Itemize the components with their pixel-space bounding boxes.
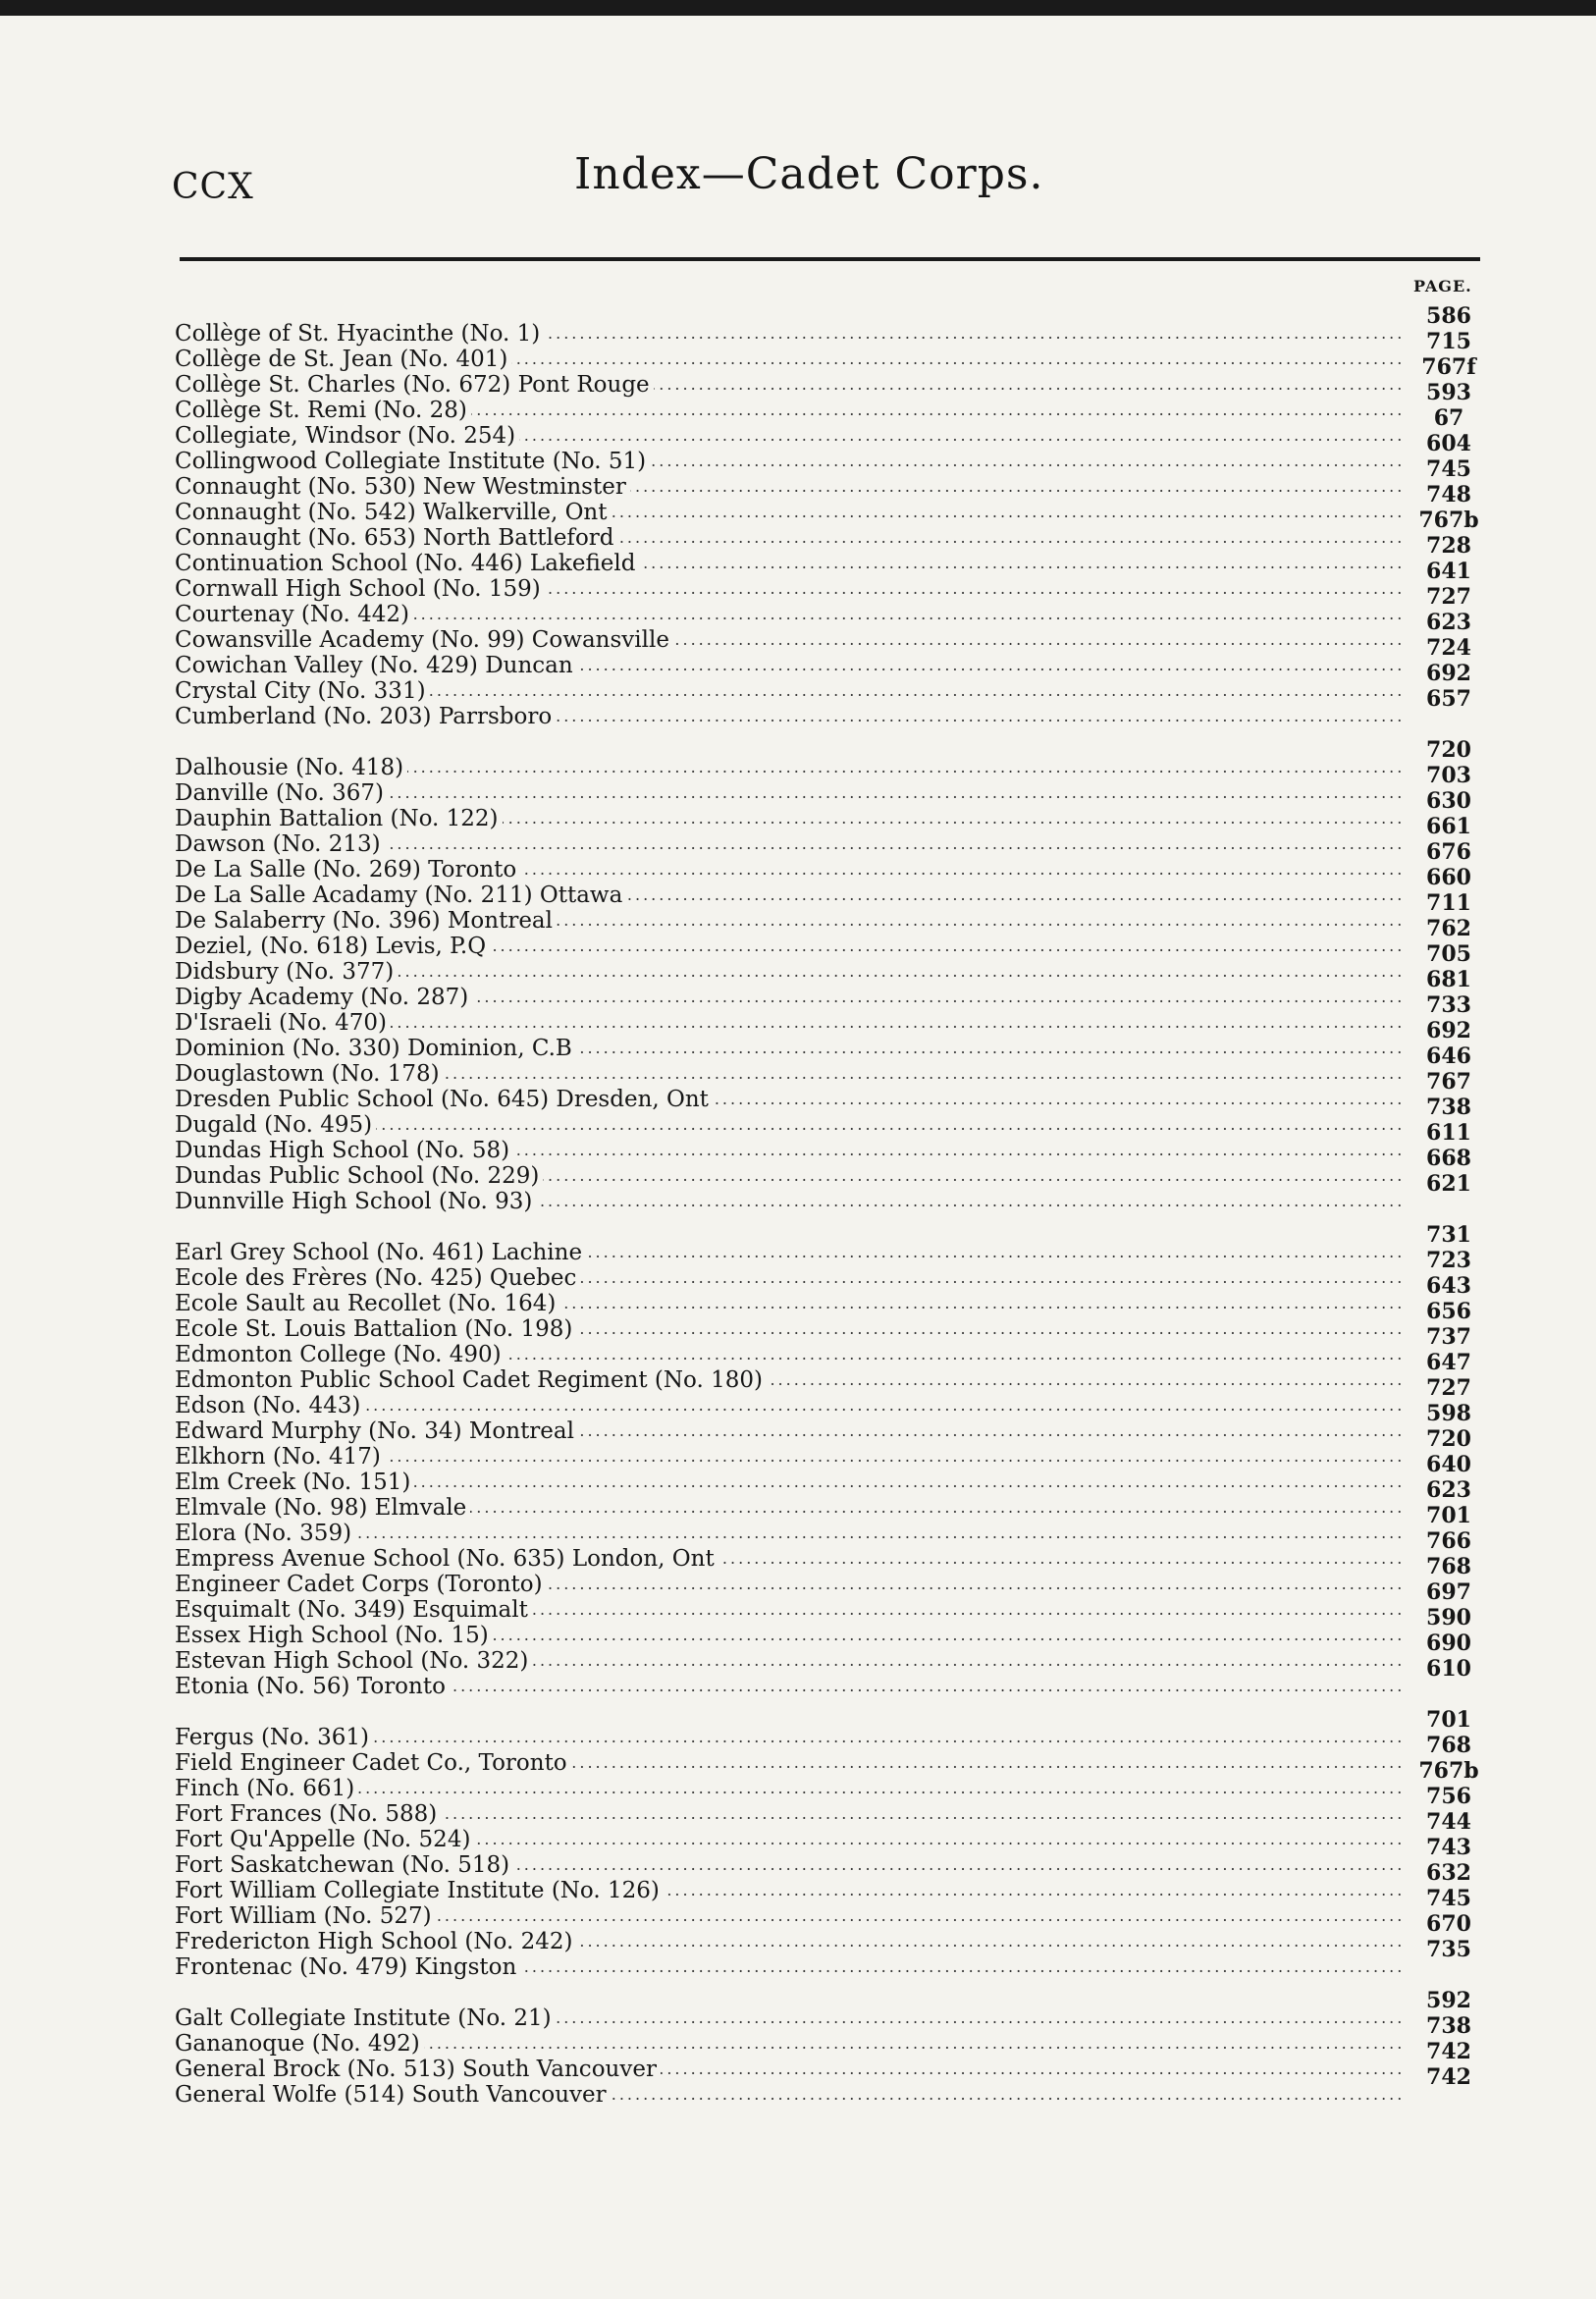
index-entry-name: Cowichan Valley (No. 429) Duncan [175,653,577,678]
index-entry [175,1852,1402,1878]
index-entry [175,1597,1402,1623]
index-entry-name: Deziel, (No. 618) Levis, P.Q [175,934,490,959]
index-entry [175,1929,1402,1954]
index-entry [175,551,1402,576]
index-entry [175,1291,1402,1316]
page-number: 590 [1426,1605,1471,1631]
index-entry-name: Galt Collegiate Institute (No. 21) [175,2005,556,2031]
page-number: 767f [1421,354,1476,380]
page-number: 766 [1426,1528,1471,1554]
index-entry-name: Field Engineer Cadet Co., Toronto [175,1750,571,1776]
index-entry [175,1623,1402,1648]
page-number: 715 [1426,329,1471,354]
index-entry [175,1087,1402,1112]
index-entry [175,908,1402,934]
index-entry [175,678,1402,704]
index-entry [175,2057,1402,2082]
index-entry [175,347,1402,372]
index-entry [175,1495,1402,1521]
index-entry [175,1342,1402,1367]
index-entry-name: Engineer Cadet Corps (Toronto) [175,1572,547,1597]
index-entry [175,1954,1402,1980]
page-number: 630 [1426,788,1471,814]
page-number: 661 [1426,814,1471,839]
index-entry-name: Estevan High School (No. 322) [175,1648,532,1674]
page-number: 692 [1426,661,1471,686]
index-entry [175,602,1402,627]
page-number: 733 [1426,992,1471,1018]
page-folio: CCX [172,167,254,207]
index-entry [175,1776,1402,1801]
index-entry [175,627,1402,653]
page-gap [1410,1682,1488,1707]
index-entry-name: Edward Murphy (No. 34) Montreal [175,1418,578,1444]
index-entry-name: Dugald (No. 495) [175,1112,376,1138]
page-number: 744 [1426,1809,1471,1835]
index-entry-name: Collegiate, Windsor (No. 254) [175,423,519,449]
index-entry-name: Connaught (No. 530) New Westminster [175,474,630,500]
page-number: 67 [1433,405,1464,431]
index-entry-name: Fort William (No. 527) [175,1903,436,1929]
index-entry-name: Fort Frances (No. 588) [175,1801,441,1827]
index-entry [175,1163,1402,1189]
index-entry-name: Ecole des Frères (No. 425) Quebec [175,1265,580,1291]
index-entry [175,1521,1402,1546]
index-entry-name: De Salaberry (No. 396) Montreal [175,908,557,934]
index-entry-name: Frontenac (No. 479) Kingston [175,1954,520,1980]
index-entries [175,321,1402,2108]
index-entry [175,2005,1402,2031]
index-entry-name: Elm Creek (No. 151) [175,1470,414,1495]
page-number: 727 [1426,584,1471,610]
index-entry [175,1112,1402,1138]
index-entry [175,1418,1402,1444]
index-entry [175,1189,1402,1214]
page-number: 690 [1426,1631,1471,1656]
page-number: 720 [1426,737,1471,763]
index-entry [175,1572,1402,1597]
index-entry-name: Elmvale (No. 98) Elmvale [175,1495,470,1521]
index-entry-name: Fort Saskatchewan (No. 518) [175,1852,513,1878]
page-number: 742 [1426,2064,1471,2090]
index-entry [175,985,1402,1010]
index-entry [175,1546,1402,1572]
index-entry-name: General Wolfe (514) South Vancouver [175,2082,611,2108]
page-number: 610 [1426,1656,1471,1682]
index-entry-name: Dundas Public School (No. 229) [175,1163,543,1189]
index-entry [175,525,1402,551]
page-number: 703 [1426,763,1471,788]
index-entry-name: Douglastown (No. 178) [175,1061,444,1087]
page-number: 767b [1418,1758,1479,1784]
page-column-label: PAGE. [1413,277,1472,295]
section-gap [175,729,1402,755]
index-entry-name: Dalhousie (No. 418) [175,755,407,780]
index-entry [175,831,1402,857]
index-entry [175,1036,1402,1061]
index-entry [175,1674,1402,1699]
index-entry-name: Collège of St. Hyacinthe (No. 1) [175,321,544,347]
page-number: 731 [1426,1222,1471,1248]
index-entry [175,1393,1402,1418]
index-entry [175,1265,1402,1291]
page-number: 643 [1426,1273,1471,1299]
page-number: 705 [1426,941,1471,967]
index-entry [175,857,1402,882]
page-number: 737 [1426,1324,1471,1350]
index-entry [175,2031,1402,2057]
index-entry [175,576,1402,602]
index-entry [175,449,1402,474]
index-entry-name: Fredericton High School (No. 242) [175,1929,576,1954]
page-number: 701 [1426,1707,1471,1733]
page-number: 656 [1426,1299,1471,1324]
index-entry [175,1240,1402,1265]
page-number: 724 [1426,635,1471,661]
index-entry-name: Collège de St. Jean (No. 401) [175,347,511,372]
index-entry-name: Elora (No. 359) [175,1521,355,1546]
page-number: 767 [1426,1069,1471,1095]
page-gap [1410,1197,1488,1222]
page-number: 743 [1426,1835,1471,1860]
index-entry-name: Empress Avenue School (No. 635) London, Ont [175,1546,718,1572]
page-number: 668 [1426,1146,1471,1171]
index-entry [175,755,1402,780]
index-entry-name: Ecole St. Louis Battalion (No. 198) [175,1316,576,1342]
page-number: 711 [1426,890,1471,916]
page-number: 767b [1418,508,1479,533]
index-entry-name: Cumberland (No. 203) Parrsboro [175,704,556,729]
index-entry-name: Etonia (No. 56) Toronto [175,1674,450,1699]
page-number: 641 [1426,559,1471,584]
index-entry [175,653,1402,678]
page-number: 681 [1426,967,1471,992]
index-entry-name: Cornwall High School (No. 159) [175,576,545,602]
index-entry-name: De La Salle Acadamy (No. 211) Ottawa [175,882,626,908]
index-entry-name: Dominion (No. 330) Dominion, C.B [175,1036,576,1061]
index-entry [175,959,1402,985]
index-entry [175,704,1402,729]
index-entry-name: Collège St. Remi (No. 28) [175,398,471,423]
index-entry [175,806,1402,831]
page-number: 586 [1426,303,1471,329]
page-number: 692 [1426,1018,1471,1043]
page-number: 745 [1426,1886,1471,1911]
index-entry [175,1801,1402,1827]
index-entry [175,1725,1402,1750]
page-number: 756 [1426,1784,1471,1809]
page-number: 623 [1426,1477,1471,1503]
index-entry [175,474,1402,500]
index-entry [175,1444,1402,1470]
header-rule [180,257,1480,261]
index-entry [175,882,1402,908]
index-entry-name: Didsbury (No. 377) [175,959,398,985]
index-entry-name: Dawson (No. 213) [175,831,385,857]
index-entry-name: Collège St. Charles (No. 672) Pont Rouge [175,372,654,398]
index-entry-name: Earl Grey School (No. 461) Lachine [175,1240,586,1265]
index-entry-name: Dauphin Battalion (No. 122) [175,806,503,831]
index-entry-name: General Brock (No. 513) South Vancouver [175,2057,661,2082]
index-entry-name: Courtenay (No. 442) [175,602,413,627]
index-entry [175,500,1402,525]
page-number: 742 [1426,2039,1471,2064]
page-number: 593 [1426,380,1471,405]
index-entry-name: Ecole Sault au Recollet (No. 164) [175,1291,559,1316]
page-number: 768 [1426,1733,1471,1758]
index-entry-name: Essex High School (No. 15) [175,1623,493,1648]
index-entry-name: Elkhorn (No. 417) [175,1444,385,1470]
index-entry-name: Danville (No. 367) [175,780,388,806]
section-gap [175,1699,1402,1725]
index-entry-name: Crystal City (No. 331) [175,678,430,704]
section-gap [175,1980,1402,2005]
page-number: 720 [1426,1426,1471,1452]
index-entry-name: Dunnville High School (No. 93) [175,1189,536,1214]
index-entry-name: Esquimalt (No. 349) Esquimalt [175,1597,532,1623]
index-entry [175,1061,1402,1087]
page-number: 657 [1426,686,1471,712]
page-title: Index—Cadet Corps. [574,149,1044,199]
index-entry [175,1878,1402,1903]
index-entry [175,1750,1402,1776]
index-entry [175,1367,1402,1393]
index-entry-name: Dundas High School (No. 58) [175,1138,513,1163]
index-entry [175,1470,1402,1495]
index-entry [175,1903,1402,1929]
index-entry [175,321,1402,347]
page-number: 621 [1426,1171,1471,1197]
index-entry [175,934,1402,959]
page-number: 598 [1426,1401,1471,1426]
index-page-numbers [1410,303,1488,2090]
page-gap [1410,712,1488,737]
page-number: 623 [1426,610,1471,635]
page-number: 738 [1426,1095,1471,1120]
page-number: 738 [1426,2013,1471,2039]
index-entry-name: Dresden Public School (No. 645) Dresden, Ont [175,1087,713,1112]
page-number: 670 [1426,1911,1471,1937]
index-entry-name: Connaught (No. 542) Walkerville, Ont [175,500,612,525]
page-number: 735 [1426,1937,1471,1962]
index-entry-name: Fort William Collegiate Institute (No. 126) [175,1878,664,1903]
index-entry-name: Edmonton College (No. 490) [175,1342,505,1367]
index-entry [175,398,1402,423]
page-gap [1410,1962,1488,1988]
index-entry-name: Digby Academy (No. 287) [175,985,472,1010]
index-entry-name: Edson (No. 443) [175,1393,364,1418]
page-number: 727 [1426,1375,1471,1401]
index-entry-name: Continuation School (No. 446) Lakefield [175,551,640,576]
index-entry-name: Cowansville Academy (No. 99) Cowansville [175,627,673,653]
page-number: 604 [1426,431,1471,456]
page-number: 728 [1426,533,1471,559]
index-entry-name: D'Israeli (No. 470) [175,1010,391,1036]
index-entry [175,1316,1402,1342]
page-number: 676 [1426,839,1471,865]
index-entry [175,1648,1402,1674]
index-entry [175,423,1402,449]
page-number: 748 [1426,482,1471,508]
index-entry-name: Connaught (No. 653) North Battleford [175,525,618,551]
page-number: 697 [1426,1579,1471,1605]
page-number: 632 [1426,1860,1471,1886]
index-entry-name: Fergus (No. 361) [175,1725,373,1750]
index-entry [175,372,1402,398]
index-entry-name: Fort Qu'Appelle (No. 524) [175,1827,474,1852]
page-number: 592 [1426,1988,1471,2013]
page-number: 660 [1426,865,1471,890]
index-entry [175,1827,1402,1852]
page-number: 701 [1426,1503,1471,1528]
index-entry-name: Edmonton Public School Cadet Regiment (No. 180) [175,1367,767,1393]
page-number: 745 [1426,456,1471,482]
index-entry-name: Finch (No. 661) [175,1776,358,1801]
page-number: 762 [1426,916,1471,941]
page-number: 768 [1426,1554,1471,1579]
index-entry-name: De La Salle (No. 269) Toronto [175,857,520,882]
page-number: 611 [1426,1120,1471,1146]
section-gap [175,1214,1402,1240]
index-entry [175,1138,1402,1163]
index-entry-name: Gananoque (No. 492) [175,2031,424,2057]
page-number: 647 [1426,1350,1471,1375]
page-number: 640 [1426,1452,1471,1477]
page-number: 646 [1426,1043,1471,1069]
page-number: 723 [1426,1248,1471,1273]
index-entry [175,780,1402,806]
index-entry [175,1010,1402,1036]
index-entry-name: Collingwood Collegiate Institute (No. 51) [175,449,650,474]
top-border [0,0,1596,16]
index-entry [175,2082,1402,2108]
